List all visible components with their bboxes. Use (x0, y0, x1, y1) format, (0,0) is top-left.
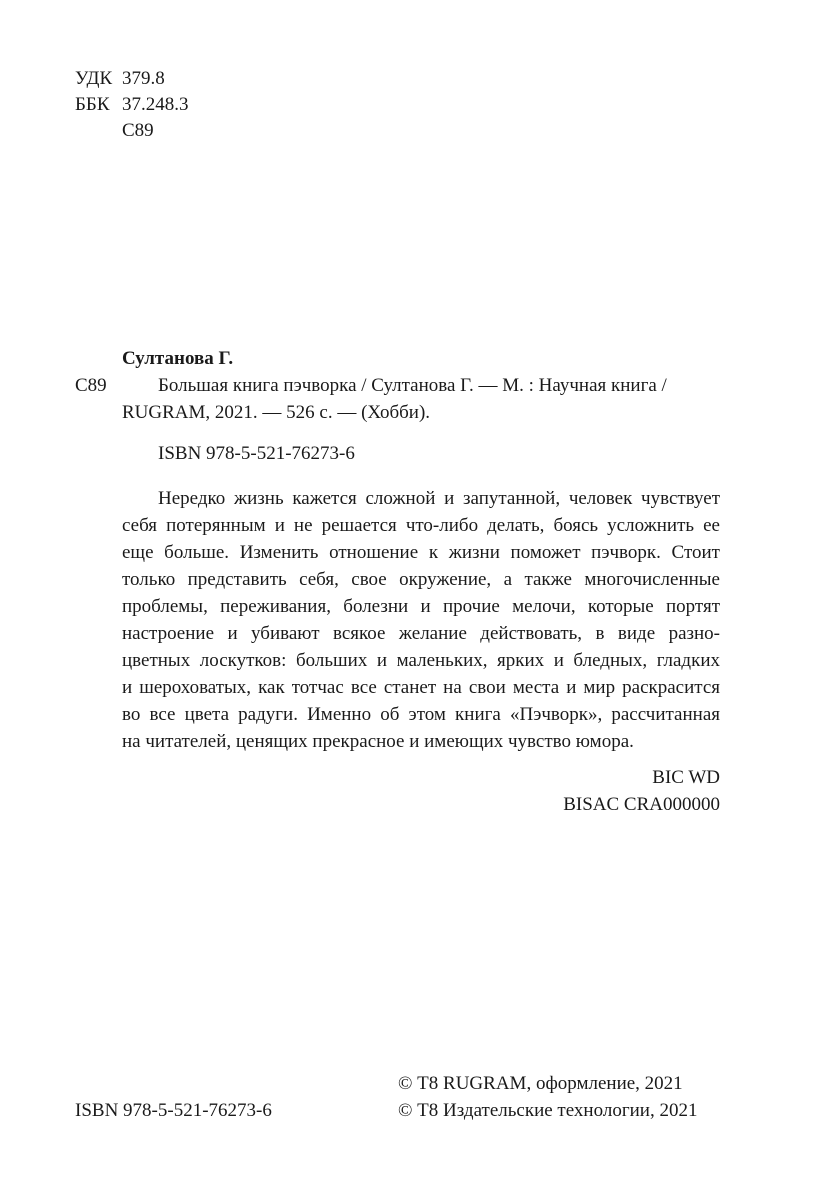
annotation-line: и шероховатых, как тотчас все станет на свои места и мир раскрасится (122, 677, 720, 698)
author-mark: С89 (122, 120, 154, 141)
copyright-publisher: © Т8 Издательские технологии, 2021 (398, 1100, 698, 1121)
annotation-line: во все цвета радуги. Именно об этом книга «Пэчворк», рассчитанная (122, 704, 720, 725)
annotation-line: на читателей, ценящих прекрасное и имеющих чувство юмора. (122, 731, 634, 752)
annotation-line: проблемы, переживания, болезни и прочие мелочи, которые портят (122, 596, 720, 617)
bisac-code: BISAC CRA000000 (563, 794, 720, 815)
copyright-design: © Т8 RUGRAM, оформление, 2021 (398, 1073, 683, 1094)
udk-label: УДК (75, 68, 113, 89)
bic-code: BIC WD (652, 767, 720, 788)
bbk-label: ББК (75, 94, 110, 115)
udk-value: 379.8 (122, 68, 165, 89)
annotation-line: цветных лоскутков: больших и маленьких, ярких и бледных, гладких (122, 650, 720, 671)
udk-row (75, 66, 165, 92)
annotation-line: настроение и убивают всякое желание действовать, в виде разно- (122, 623, 720, 644)
record-title-line2: RUGRAM, 2021. — 526 с. — (Хобби). (122, 402, 431, 423)
annotation-line: только представить себя, свое окружение, а также многочисленные (122, 569, 720, 590)
annotation-line: еще больше. Изменить отношение к жизни поможет пэчворк. Стоит (122, 542, 720, 563)
record-isbn: ISBN 978-5-521-76273-6 (158, 443, 355, 464)
bbk-value: 37.248.3 (122, 94, 189, 115)
record-mark: С89 (75, 375, 107, 396)
bbk-row (75, 92, 189, 118)
footer-isbn: ISBN 978-5-521-76273-6 (75, 1100, 272, 1121)
author-mark-row (75, 118, 154, 144)
record-title-line1: Большая книга пэчворка / Султанова Г. — М. : Научная книга / (158, 375, 667, 396)
record-author: Султанова Г. (122, 348, 234, 369)
annotation-line: Нередко жизнь кажется сложной и запутанной, человек чувствует (158, 488, 720, 509)
annotation-line: себя потерянным и не решается что-либо делать, боясь усложнить ее (122, 515, 720, 536)
